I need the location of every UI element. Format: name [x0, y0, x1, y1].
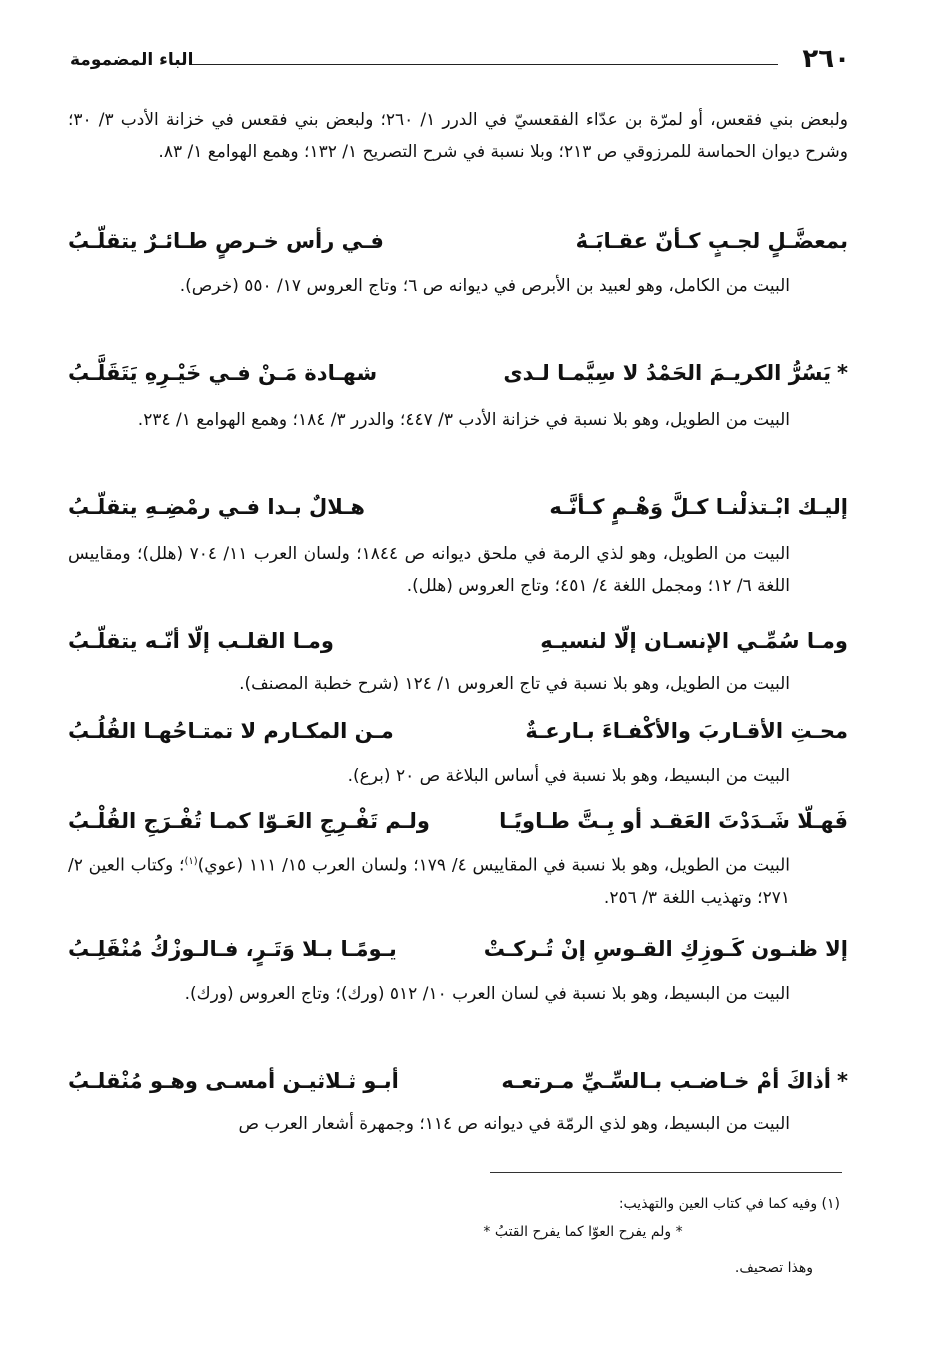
page-header — [70, 42, 850, 82]
page-number: ٢٦٠ — [802, 44, 850, 74]
prose-text: البيت من الطويل، وهو بلا نسبة في خزانة الأدب ٣/ ٤٤٧؛ والدرر ٣/ ١٨٤؛ وهمع الهوامع ١/ ٢٣٤. — [137, 410, 790, 430]
prose-text: ولبعض بني فقعس، أو لمرّة بن عدّاء الفقعسيّ في الدرر ١/ ٢٦٠؛ ولبعض بني فقعس في خزانة الأدب ٣/ ٣٠؛ وشرح ديوان الحماسة للمرزوقي ص ٢١٣؛ وبلا نسبة في شرح التصريح ١/ ١٣٢؛ وهمع الهوامع ١/ ٨٣. — [68, 110, 849, 162]
prose-text-part: البيت من الطويل، وهو بلا نسبة في المقاييس ٤/ ١٧٩؛ ولسان العرب ١٥/ ١١١ (عوي) — [197, 855, 791, 876]
verse-first-hemistich — [501, 1060, 848, 1102]
prose-paragraph — [68, 538, 848, 602]
verse-first-text: أذاكَ أمْ خـاضـب بـالسِّـيِّ مـرتعـه — [501, 1069, 832, 1093]
verse-first-hemistich: إليـك ابْـتذلْنـا كـلَّ وَهْـمٍ كـأنَّـه — [549, 495, 848, 519]
prose-text: البيت من الطويل، وهو لذي الرمة في ملحق ديوانه ص ١٨٤٤؛ ولسان العرب ١١/ ٧٠٤ (هلل)؛ ومقاييس اللغة ٦/ ١٢؛ ومجمل اللغة ٤/ ٤٥١؛ وتاج العروس (هلل). — [68, 544, 790, 596]
verse-first-hemistich — [503, 352, 848, 394]
verse-star: * — [837, 361, 848, 385]
footnotes — [68, 1190, 848, 1282]
footnote-comment: وهذا تصحيف. — [734, 1260, 813, 1276]
verse-line — [68, 928, 848, 970]
verse-second-hemistich: أبـو ثـلاثيـن أمسـى وهـو مُنْقلـبُ — [68, 1069, 399, 1093]
prose-text-part: ؛ وكتاب العين ٢/ ٢٧١؛ وتهذيب اللغة ٣/ ٢٥٦. — [68, 855, 790, 908]
verse-second-hemistich: ولـم تَفْـرِجِ العَـوّا كمـا تُفْـرَجِ القُلْـبُ — [68, 809, 430, 833]
verse-line — [68, 620, 848, 662]
verse-line — [68, 710, 848, 752]
prose-paragraph — [68, 978, 848, 1010]
prose-text: البيت من الطويل، وهو بلا نسبة في تاج العروس ١/ ١٢٤ (شرح خطبة المصنف). — [239, 674, 790, 694]
verse-line — [68, 1060, 848, 1102]
verse-star: * — [837, 1069, 848, 1093]
verse-line — [68, 352, 848, 394]
footnote-mark[interactable]: (١) — [184, 856, 198, 867]
verse-first-hemistich: محـتِ الأقـاربَ والأكْفـاءَ بـارعـةٌ — [525, 719, 848, 743]
verse-line — [68, 800, 848, 842]
prose-text: البيت من الكامل، وهو لعبيد بن الأبرص في ديوانه ص ٦؛ وتاج العروس ١٧/ ٥٥٠ (خرص). — [179, 276, 790, 296]
verse-second-hemistich: يـومًـا بـلا وَتَـرٍ، فـالـوزْكُ مُنْقَلِـبُ — [68, 937, 397, 961]
header-rule — [190, 64, 778, 65]
prose-paragraph — [68, 846, 848, 914]
prose-paragraph — [68, 270, 848, 302]
footnote-quoted-verse: * ولم يفرح العوّا كما يفرح القتبُ * — [483, 1224, 683, 1240]
verse-first-hemistich: فَهـلّا شَـدَدْتَ العَقـد أو بِـتَّ طـاويًـا — [499, 809, 848, 833]
prose-paragraph — [68, 404, 848, 436]
prose-text: البيت من البسيط، وهو بلا نسبة في لسان العرب ١٠/ ٥١٢ (ورك)؛ وتاج العروس (ورك). — [184, 984, 790, 1004]
footnote-1: (١) وفيه كما في كتاب العين والتهذيب: — [618, 1196, 840, 1212]
verse-first-hemistich: ومـا سُمِّـي الإنسـان إلّا لنسيـهِ — [540, 629, 848, 653]
prose-text: البيت من البسيط، وهو بلا نسبة في أساس البلاغة ص ٢٠ (برع). — [347, 766, 790, 786]
verse-second-hemistich: فـي رأس خـرصٍ طـائـرٌ يتقلّـبُ — [68, 229, 384, 253]
verse-first-hemistich: بمعضَّـلٍ لجـبٍ كـأنّ عقـابَـهُ — [575, 229, 848, 253]
prose-paragraph — [68, 1108, 848, 1140]
prose-text: البيت من البسيط، وهو لذي الرمّة في ديوانه ص ١١٤؛ وجمهرة أشعار العرب ص — [238, 1114, 790, 1134]
verse-line — [68, 486, 848, 528]
prose-paragraph — [68, 104, 848, 168]
running-title: الباء المضمومة — [70, 50, 194, 70]
verse-second-hemistich: شهـادة مَـنْ فـي خَيْـرِهِ يَتَقَلَّـبُ — [68, 361, 378, 385]
prose-paragraph — [68, 760, 848, 792]
prose-text — [68, 846, 848, 914]
verse-first-hemistich: إلا ظنـون كَـوزِكِ القـوسِ إنْ تُـركـتْ — [483, 937, 848, 961]
verse-second-hemistich: هـلالٌ بـدا فـي رمْضِـهِ يتقلّـبُ — [68, 495, 365, 519]
verse-line — [68, 220, 848, 262]
verse-first-text: يَسُرُّ الكريـمَ الحَمْدُ لا سِيَّمـا لـدى — [503, 361, 832, 385]
prose-paragraph — [68, 668, 848, 700]
verse-second-hemistich: مـن المكـارم لا تمتـاحُهـا القُلُـبُ — [68, 719, 394, 743]
verse-second-hemistich: ومـا القلـب إلّا أنّـه يتقلّـبُ — [68, 629, 334, 653]
footnote-rule — [490, 1172, 842, 1173]
